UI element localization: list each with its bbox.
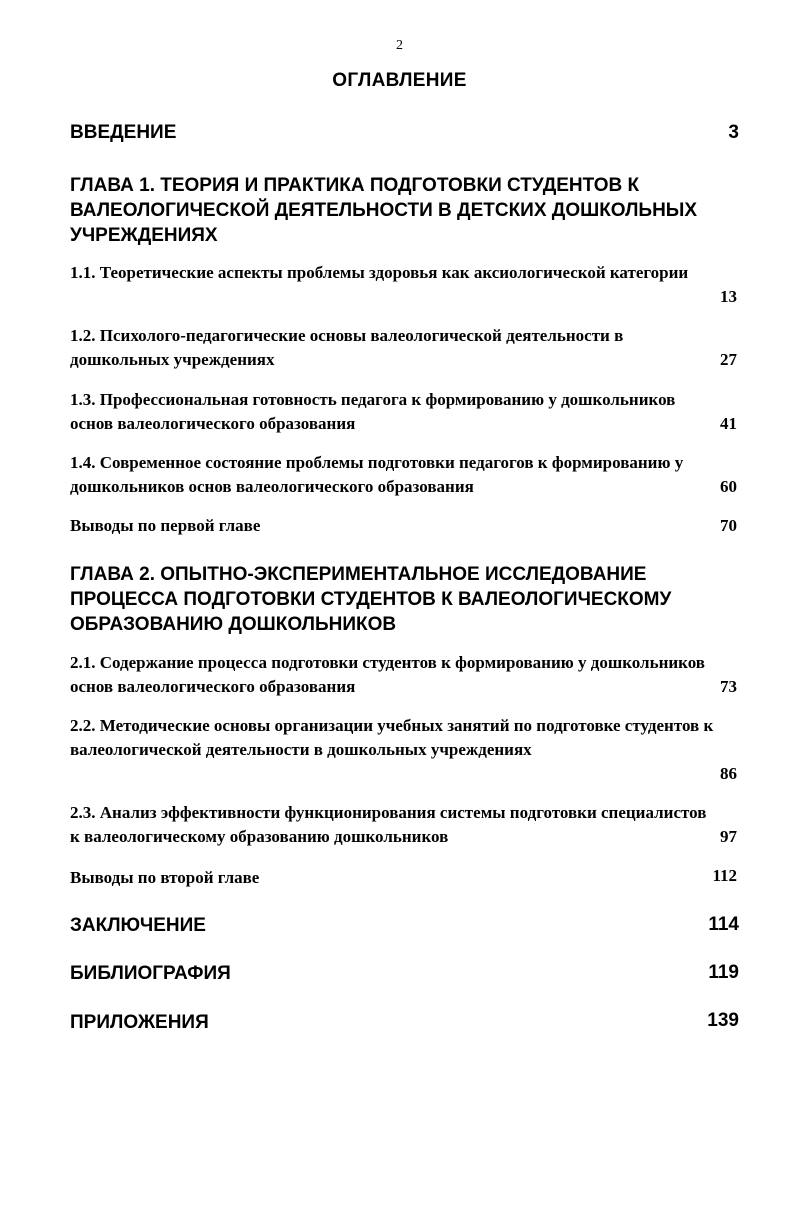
toc-entry-conclusion-label: ЗАКЛЮЧЕНИЕ	[70, 915, 206, 936]
toc-entry-1-4-label: 1.4. Современное состояние проблемы подготовки педагогов к формированию у дошкольников основ валеологического образования	[70, 453, 684, 496]
toc-entry-2-3-label: 2.3. Анализ эффективности функционирования системы подготовки специалистов к валеологическому образованию дошкольников	[70, 803, 707, 846]
toc-entry-conclusion-page: 114	[708, 914, 739, 935]
toc-entry-conclusions-2-label: Выводы по второй главе	[70, 868, 260, 887]
toc-entry-conclusions-2-page: 112	[712, 866, 737, 885]
toc-entry-1-3-label: 1.3. Профессиональная готовность педагога к формированию у дошкольников основ валеологического образования	[70, 390, 676, 433]
toc-entry-1-4-page: 60	[720, 477, 737, 496]
page-title: ОГЛАВЛЕНИЕ	[332, 70, 467, 91]
toc-entry-2-2-label: 2.2. Методические основы организации учебных занятий по подготовке студентов к валеологической деятельности в дошкольных учреждениях	[70, 716, 714, 759]
toc-entry-1-2-label: 1.2. Психолого-педагогические основы валеологической деятельности в дошкольных учреждениях	[70, 326, 624, 369]
toc-entry-bibliography-page: 119	[708, 962, 739, 983]
toc-entry-conclusions-1-label: Выводы по первой главе	[70, 516, 261, 535]
toc-entry-intro-label: ВВЕДЕНИЕ	[70, 122, 177, 143]
toc-entry-intro-page: 3	[728, 122, 739, 143]
toc-entry-2-2-page: 86	[720, 764, 737, 783]
toc-entry-1-2-page: 27	[720, 350, 737, 369]
toc-entry-2-1-label: 2.1. Содержание процесса подготовки студентов к формированию у дошкольников основ валеологического образования	[70, 653, 705, 696]
toc-entry-appendices-label: ПРИЛОЖЕНИЯ	[70, 1012, 209, 1033]
toc-entry-conclusions-1-page: 70	[720, 516, 737, 535]
toc-entry-1-3-page: 41	[720, 414, 737, 433]
toc-chapter-2: ГЛАВА 2. ОПЫТНО-ЭКСПЕРИМЕНТАЛЬНОЕ ИССЛЕДОВАНИЕ ПРОЦЕССА ПОДГОТОВКИ СТУДЕНТОВ К ВАЛЕОЛОГИЧЕСКОМУ ОБРАЗОВАНИЮ ДОШКОЛЬНИКОВ	[70, 564, 672, 635]
toc-entry-2-3-page: 97	[720, 827, 737, 846]
toc-entry-2-1-page: 73	[720, 677, 737, 696]
toc-entry-1-1-label: 1.1. Теоретические аспекты проблемы здоровья как аксиологической категории	[70, 263, 689, 282]
toc-entry-1-1-page: 13	[720, 287, 737, 306]
toc-entry-bibliography-label: БИБЛИОГРАФИЯ	[70, 963, 231, 984]
toc-entry-appendices-page: 139	[707, 1010, 739, 1031]
toc-chapter-1: ГЛАВА 1. ТЕОРИЯ И ПРАКТИКА ПОДГОТОВКИ СТУДЕНТОВ К ВАЛЕОЛОГИЧЕСКОЙ ДЕЯТЕЛЬНОСТИ В ДЕТСКИХ ДОШКОЛЬНЫХ УЧРЕЖДЕНИЯХ	[70, 175, 698, 246]
page-number: 2	[396, 38, 403, 53]
